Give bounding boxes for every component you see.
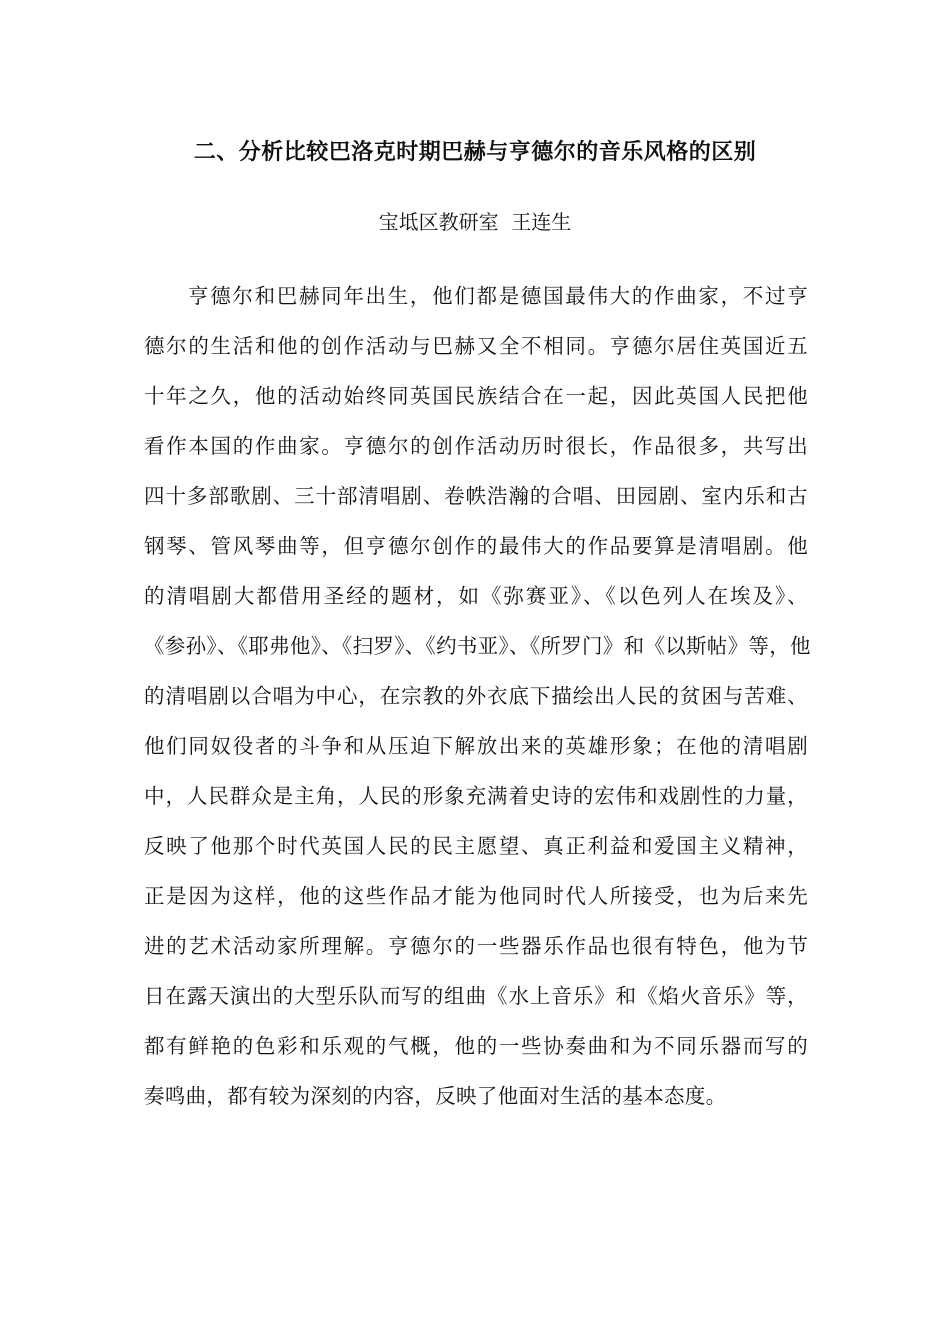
paragraph-line: 都有鲜艳的色彩和乐观的气概，他的一些协奏曲和为不同乐器而写的 xyxy=(144,1034,808,1058)
body-paragraph xyxy=(144,278,811,1128)
paragraph-line: 中，人民群众是主角，人民的形象充满着史诗的宏伟和戏剧性的力量， xyxy=(144,784,808,808)
paragraph-line: 正是因为这样，他的这些作品才能为他同时代人所接受，也为后来先 xyxy=(144,884,808,908)
paragraph-line: 反映了他那个时代英国人民的民主愿望、真正利益和爱国主义精神， xyxy=(144,834,808,858)
paragraph-line: 钢琴、管风琴曲等，但亨德尔创作的最伟大的作品要算是清唱剧。他 xyxy=(144,534,808,558)
paragraph-line: 德尔的生活和他的创作活动与巴赫又全不相同。亨德尔居住英国近五 xyxy=(144,334,808,358)
paragraph-line: 他们同奴役者的斗争和从压迫下解放出来的英雄形象；在他的清唱剧 xyxy=(144,734,808,758)
paragraph-line: 亨德尔和巴赫同年出生，他们都是德国最伟大的作曲家，不过亨 xyxy=(188,284,808,308)
paragraph-line: 的清唱剧以合唱为中心，在宗教的外衣底下描绘出人民的贫困与苦难、 xyxy=(144,684,808,708)
document-title: 二、分析比较巴洛克时期巴赫与亨德尔的音乐风格的区别 xyxy=(193,140,757,165)
document-author: 宝坻区教研室 王连生 xyxy=(378,210,572,234)
paragraph-line: 四十多部歌剧、三十部清唱剧、卷帙浩瀚的合唱、田园剧、室内乐和古 xyxy=(144,484,808,508)
paragraph-line: 奏鸣曲，都有较为深刻的内容，反映了他面对生活的基本态度。 xyxy=(144,1084,727,1108)
paragraph-line: 十年之久，他的活动始终同英国民族结合在一起，因此英国人民把他 xyxy=(144,384,808,408)
paragraph-line: 看作本国的作曲家。亨德尔的创作活动历时很长，作品很多，共写出 xyxy=(144,434,808,458)
paragraph-line: 的清唱剧大都借用圣经的题材，如《弥赛亚》、《以色列人在埃及》、 xyxy=(144,584,808,608)
paragraph-line: 进的艺术活动家所理解。亨德尔的一些器乐作品也很有特色，他为节 xyxy=(144,934,808,958)
paragraph-line: 《参孙》、《耶弗他》、《扫罗》、《约书亚》、《所罗门》和《以斯帖》等，他 xyxy=(144,634,811,658)
paragraph-line: 日在露天演出的大型乐队而写的组曲《水上音乐》和《焰火音乐》等， xyxy=(144,984,808,1008)
